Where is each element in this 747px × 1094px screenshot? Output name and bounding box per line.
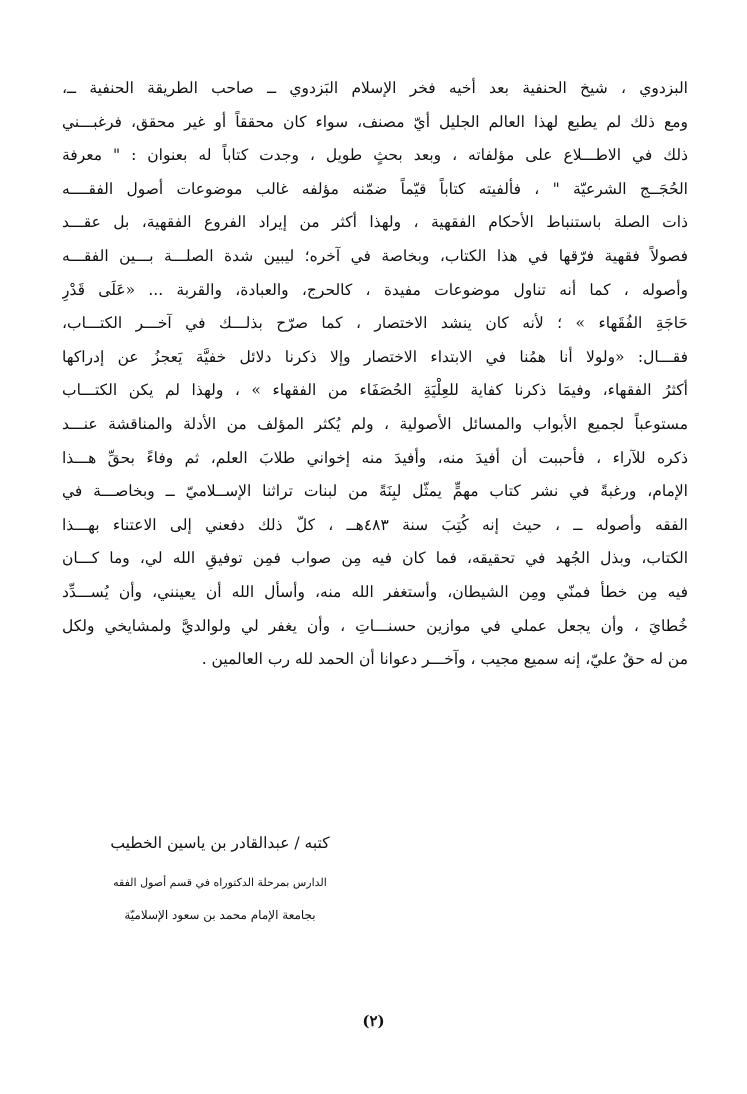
author-signature — [110, 828, 330, 926]
body-line: الحُجَــج الشرعيّة " ، فألفيته كتاباً قيّماً ضمّنه مؤلفه غالب موضوعات أصول الفقــــه — [62, 179, 688, 198]
page-number: (٢) — [362, 1012, 385, 1030]
body-line: وأصوله ، كما أنه تناول موضوعات مفيدة ، كالحرج، والعبادة، والقربة ... «عَلَى قَدْرِ — [62, 280, 688, 299]
signature-affiliation: الدارس بمرحلة الدكتوراه في قسم أصول الفقه — [113, 876, 327, 889]
body-line: ذكره للآراء ، فأحببت أن أفيدَ منه، وأفيدَ منه إخواني طلابَ العلم، ثم وفاءً بحقِّ هـــذا — [62, 448, 688, 467]
body-line: ذات الصلة باستنباط الأحكام الفقهية ، ولهذا أكثر من إيراد الفروع الفقهية، بل عقـــد — [62, 213, 688, 232]
body-line: أكثرُ الفقهاء، وفيمَا ذكرنا كفاية للعِلْيَةِ الحُصَفَاء من الفقهاء » ، ولهذا لم يكن الكتـــاب — [62, 381, 688, 400]
body-line: الإمام، ورغبةً في نشر كتاب مهمٍّ يمثّل لبِنَةً من لبنات تراثنا الإســلاميّ ــ وبخاصـــة في — [62, 482, 688, 501]
body-line-last: من له حقٌ عليّ، إنه سميع مجيب ، وآخـــر دعوانا أن الحمد لله رب العالمين . — [201, 650, 688, 669]
body-line: الفقه وأصوله ــ ، حيث إنه كُتِبَ سنة ٤٨٣هــ ، كلّ ذلك دفعني إلى الاعتناء بهـــذا — [62, 515, 688, 534]
signature-university: بجامعة الإمام محمد بن سعود الإسلاميّة — [124, 908, 316, 922]
signature-name: كتبه / عبدالقادر بن ياسين الخطيب — [110, 834, 330, 852]
body-line: الكتاب، وبذل الجُهد في تحقيقه، فما كان فيه مِن صواب فمِن توفيقِ الله لي، وما كـــان — [62, 549, 688, 568]
body-line: ومع ذلك لم يطبع لهذا العالم الجليل أيّ مصنف، سواء كان محققاً أو غير محقق، فرغبـــني — [62, 112, 688, 131]
body-line: حَاجَةِ الفُقَهاء » ؛ لأنه كان ينشد الاختصار ، كما صرّح بذلـــك في آخـــر الكتـــاب، — [62, 314, 688, 333]
body-text — [62, 72, 688, 677]
body-line: ذلك في الاطـــلاع على مؤلفاته ، وبعد بحثٍ طويل ، وجدت كتاباً له بعنوان : " معرفة — [62, 146, 688, 165]
body-line: البزدوي ، شيخ الحنفية بعد أخيه فخر الإسلام البَزدوي ــ صاحب الطريقة الحنفية ــ، — [62, 79, 688, 97]
body-line: مستوعباً لجميع الأبواب والمسائل الأصولية ، ولم يُكثر المؤلف من الأدلة والمناقشة عنـــد — [62, 414, 688, 433]
body-line: خُطايَ ، وأن يجعل عملي في موازين حسنـــاتِ ، وأن يغفر لي ولوالديَّ ولمشايخي ولكل — [62, 616, 688, 635]
body-line: فقـــال: «ولولا أنا همُنا في الابتداء الاختصار وإلا ذكرنا دلائل خفيَّة يَعجزُ عن إدراكها — [62, 347, 688, 366]
body-line: فصولاً فقهية فرّقها في هذا الكتاب، وبخاصة في آخره؛ ليبين شدة الصلـــة بـــين الفقـــه — [62, 246, 688, 265]
body-line: فيه مِن خطأ فمنّي ومِن الشيطان، وأستغفر الله منه، وأسأل الله أن يعينني، وأن يُســـدِّد — [62, 582, 688, 601]
